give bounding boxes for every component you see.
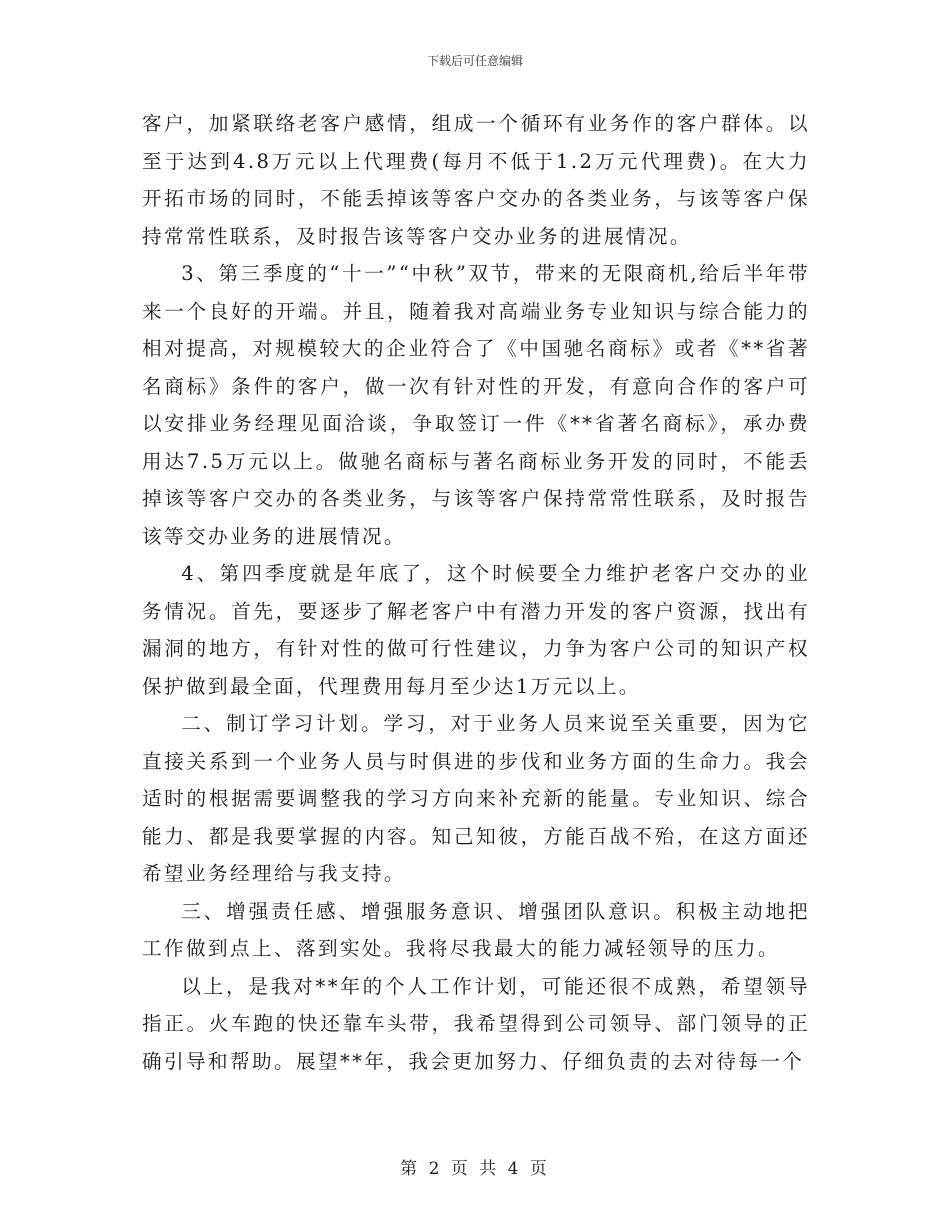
paragraph-conclusion: 以上，是我对**年的个人工作计划，可能还很不成熟，希望领导指正。火车跑的快还靠车头带，我希望得到公司领导、部门领导的正确引导和帮助。展望**年，我会更加努力、仔细负责的去对待每一个 bbox=[142, 974, 810, 1073]
document-body bbox=[142, 105, 810, 1080]
paragraph-q4-plan: 4、第四季度就是年底了，这个时候要全力维护老客户交办的业务情况。首先，要逐步了解老客户中有潜力开发的客户资源，找出有漏洞的地方，有针对性的做可行性建议，力争为客户公司的知识产权保护做到最全面，代理费用每月至少达1万元以上。 bbox=[142, 562, 810, 698]
paragraph-q3-plan: 3、第三季度的“十一”“中秋”双节，带来的无限商机,给后半年带来一个良好的开端。并且，随着我对高端业务专业知识与综合能力的相对提高，对规模较大的企业符合了《中国驰名商标》或者《**省著名商标》条件的客户，做一次有针对性的开发，有意向合作的客户可以安排业务经理见面洽谈，争取签订一件《**省著名商标》，承办费用达7.5万元以上。做驰名商标与著名商标业务开发的同时，不能丢掉该等客户交办的各类业务，与该等客户保持常常性联系，及时报告该等交办业务的进展情况。 bbox=[142, 262, 810, 548]
page-header: 下载后可任意编辑 bbox=[426, 54, 523, 68]
paragraph-study-plan: 二、制订学习计划。学习，对于业务人员来说至关重要，因为它直接关系到一个业务人员与时俱进的步伐和业务方面的生命力。我会适时的根据需要调整我的学习方向来补充新的能量。专业知识、综合能力、都是我要掌握的内容。知己知彼，方能百战不殆，在这方面还希望业务经理给与我支持。 bbox=[142, 712, 810, 885]
paragraph-continuation: 客户，加紧联络老客户感情，组成一个循环有业务作的客户群体。以至于达到4.8万元以上代理费(每月不低于1.2万元代理费)。在大力开拓市场的同时，不能丢掉该等客户交办的各类业务，与该等客户保持常常性联系，及时报告该等客户交办业务的进展情况。 bbox=[142, 112, 810, 248]
paragraph-responsibility: 三、增强责任感、增强服务意识、增强团队意识。积极主动地把工作做到点上、落到实处。我将尽我最大的能力减轻领导的压力。 bbox=[142, 899, 810, 960]
page-number: 第 2 页 共 4 页 bbox=[400, 1159, 550, 1179]
